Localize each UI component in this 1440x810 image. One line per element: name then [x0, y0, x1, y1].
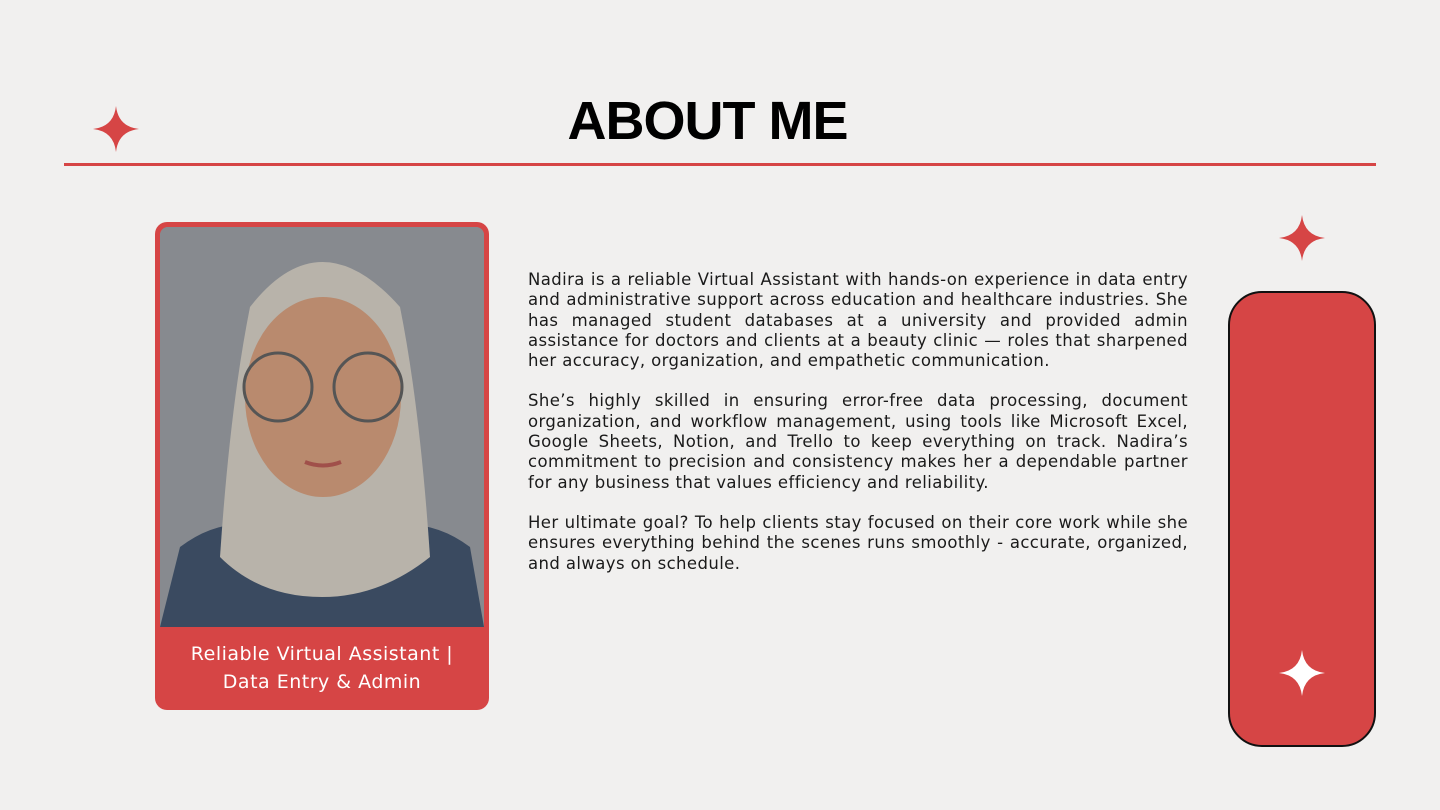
page-title: ABOUT ME [567, 91, 848, 151]
bio-paragraph: Nadira is a reliable Virtual Assistant with hands-on experience in data entry and administrative support across education and healthcare industries. She has managed student databases at a university and provided admin assistance for doctors and clients at a beauty clinic — roles that sharpened her accuracy, organization, and empathetic communication. [528, 270, 1188, 371]
bio-text [528, 270, 1188, 594]
sparkle-icon [93, 106, 139, 152]
bio-paragraph: She’s highly skilled in ensuring error-free data processing, document organization, and workflow management, using tools like Microsoft Excel, Google Sheets, Notion, and Trello to keep everything on track. Nadira’s commitment to precision and consistency makes her a dependable partner for any business that values efficiency and reliability. [528, 391, 1188, 492]
sparkle-icon [1279, 215, 1325, 261]
profile-photo [160, 227, 484, 627]
sparkle-icon [1279, 650, 1325, 696]
title-divider [64, 163, 1376, 166]
caption-line-2: Data Entry & Admin [222, 671, 422, 693]
profile-caption [155, 640, 489, 696]
profile-card [155, 222, 489, 710]
caption-line-1: Reliable Virtual Assistant | [190, 643, 454, 665]
bio-paragraph: Her ultimate goal? To help clients stay focused on their core work while she ensures everything behind the scenes runs smoothly - accurate, organized, and always on schedule. [528, 512, 1188, 573]
